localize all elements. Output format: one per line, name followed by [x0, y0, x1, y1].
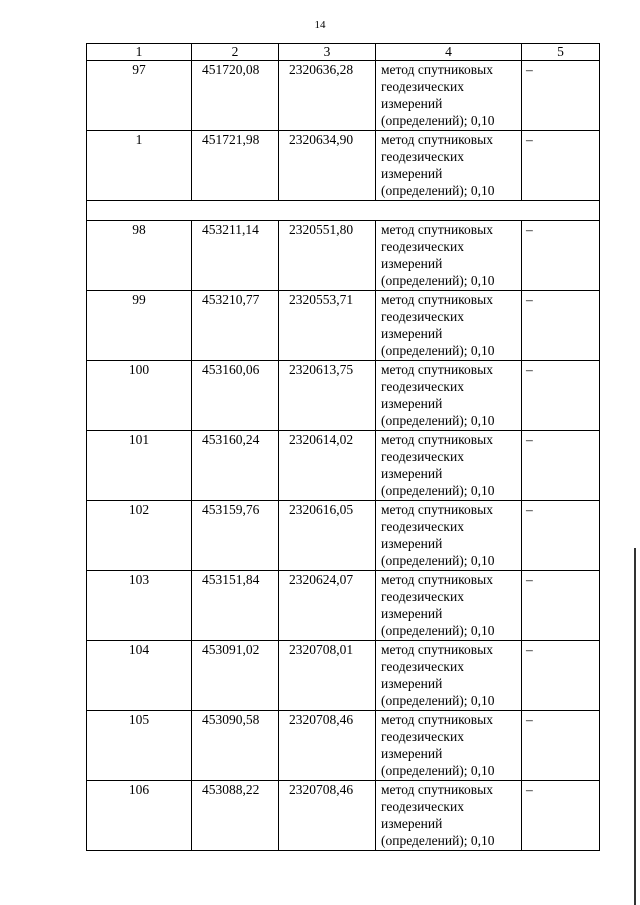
- x-coordinate-cell: 453091,02: [192, 641, 279, 711]
- table-row: [87, 571, 600, 641]
- point-number-cell: 104: [87, 641, 192, 711]
- column-5-cell: –: [522, 61, 600, 131]
- method-accuracy-cell: метод спутниковых геодезических измерений (определений); 0,10: [376, 781, 522, 851]
- method-accuracy-cell: метод спутниковых геодезических измерений (определений); 0,10: [376, 131, 522, 201]
- column-5-cell: –: [522, 501, 600, 571]
- table-row: [87, 131, 600, 201]
- method-accuracy-cell: метод спутниковых геодезических измерений (определений); 0,10: [376, 501, 522, 571]
- y-coordinate-cell: 2320624,07: [279, 571, 376, 641]
- y-coordinate-cell: 2320708,01: [279, 641, 376, 711]
- x-coordinate-cell: 453159,76: [192, 501, 279, 571]
- y-coordinate-cell: 2320613,75: [279, 361, 376, 431]
- table-row: [87, 781, 600, 851]
- y-coordinate-cell: 2320708,46: [279, 711, 376, 781]
- x-coordinate-cell: 453160,24: [192, 431, 279, 501]
- table-row: [87, 291, 600, 361]
- x-coordinate-cell: 453088,22: [192, 781, 279, 851]
- header-col-3: 3: [279, 44, 376, 61]
- header-col-2: 2: [192, 44, 279, 61]
- table-row: [87, 361, 600, 431]
- table-row: [87, 61, 600, 131]
- column-5-cell: –: [522, 131, 600, 201]
- column-5-cell: –: [522, 571, 600, 641]
- x-coordinate-cell: 453090,58: [192, 711, 279, 781]
- column-5-cell: –: [522, 431, 600, 501]
- header-col-4: 4: [376, 44, 522, 61]
- point-number-cell: 106: [87, 781, 192, 851]
- column-5-cell: –: [522, 781, 600, 851]
- column-5-cell: –: [522, 221, 600, 291]
- column-5-cell: –: [522, 291, 600, 361]
- method-accuracy-cell: метод спутниковых геодезических измерений (определений); 0,10: [376, 641, 522, 711]
- x-coordinate-cell: 453151,84: [192, 571, 279, 641]
- column-5-cell: –: [522, 711, 600, 781]
- point-number-cell: 98: [87, 221, 192, 291]
- header-col-5: 5: [522, 44, 600, 61]
- method-accuracy-cell: метод спутниковых геодезических измерений (определений); 0,10: [376, 61, 522, 131]
- y-coordinate-cell: 2320551,80: [279, 221, 376, 291]
- method-accuracy-cell: метод спутниковых геодезических измерений (определений); 0,10: [376, 221, 522, 291]
- x-coordinate-cell: 451720,08: [192, 61, 279, 131]
- y-coordinate-cell: 2320636,28: [279, 61, 376, 131]
- coordinates-table: [86, 43, 600, 851]
- header-row: [87, 44, 600, 61]
- method-accuracy-cell: метод спутниковых геодезических измерений (определений); 0,10: [376, 431, 522, 501]
- point-number-cell: 103: [87, 571, 192, 641]
- group-separator-row: [87, 201, 600, 221]
- point-number-cell: 1: [87, 131, 192, 201]
- header-col-1: 1: [87, 44, 192, 61]
- x-coordinate-cell: 453210,77: [192, 291, 279, 361]
- y-coordinate-cell: 2320616,05: [279, 501, 376, 571]
- x-coordinate-cell: 453211,14: [192, 221, 279, 291]
- page-number: 14: [314, 19, 326, 31]
- table-row: [87, 221, 600, 291]
- point-number-cell: 105: [87, 711, 192, 781]
- point-number-cell: 100: [87, 361, 192, 431]
- point-number-cell: 99: [87, 291, 192, 361]
- table-row: [87, 501, 600, 571]
- scan-edge-line: [634, 548, 636, 905]
- column-5-cell: –: [522, 641, 600, 711]
- method-accuracy-cell: метод спутниковых геодезических измерений (определений); 0,10: [376, 711, 522, 781]
- y-coordinate-cell: 2320614,02: [279, 431, 376, 501]
- point-number-cell: 101: [87, 431, 192, 501]
- y-coordinate-cell: 2320708,46: [279, 781, 376, 851]
- table-row: [87, 641, 600, 711]
- y-coordinate-cell: 2320553,71: [279, 291, 376, 361]
- column-5-cell: –: [522, 361, 600, 431]
- group-separator-cell: [87, 201, 600, 221]
- x-coordinate-cell: 451721,98: [192, 131, 279, 201]
- table-row: [87, 431, 600, 501]
- point-number-cell: 102: [87, 501, 192, 571]
- point-number-cell: 97: [87, 61, 192, 131]
- x-coordinate-cell: 453160,06: [192, 361, 279, 431]
- method-accuracy-cell: метод спутниковых геодезических измерений (определений); 0,10: [376, 361, 522, 431]
- table-row: [87, 711, 600, 781]
- y-coordinate-cell: 2320634,90: [279, 131, 376, 201]
- method-accuracy-cell: метод спутниковых геодезических измерений (определений); 0,10: [376, 571, 522, 641]
- method-accuracy-cell: метод спутниковых геодезических измерений (определений); 0,10: [376, 291, 522, 361]
